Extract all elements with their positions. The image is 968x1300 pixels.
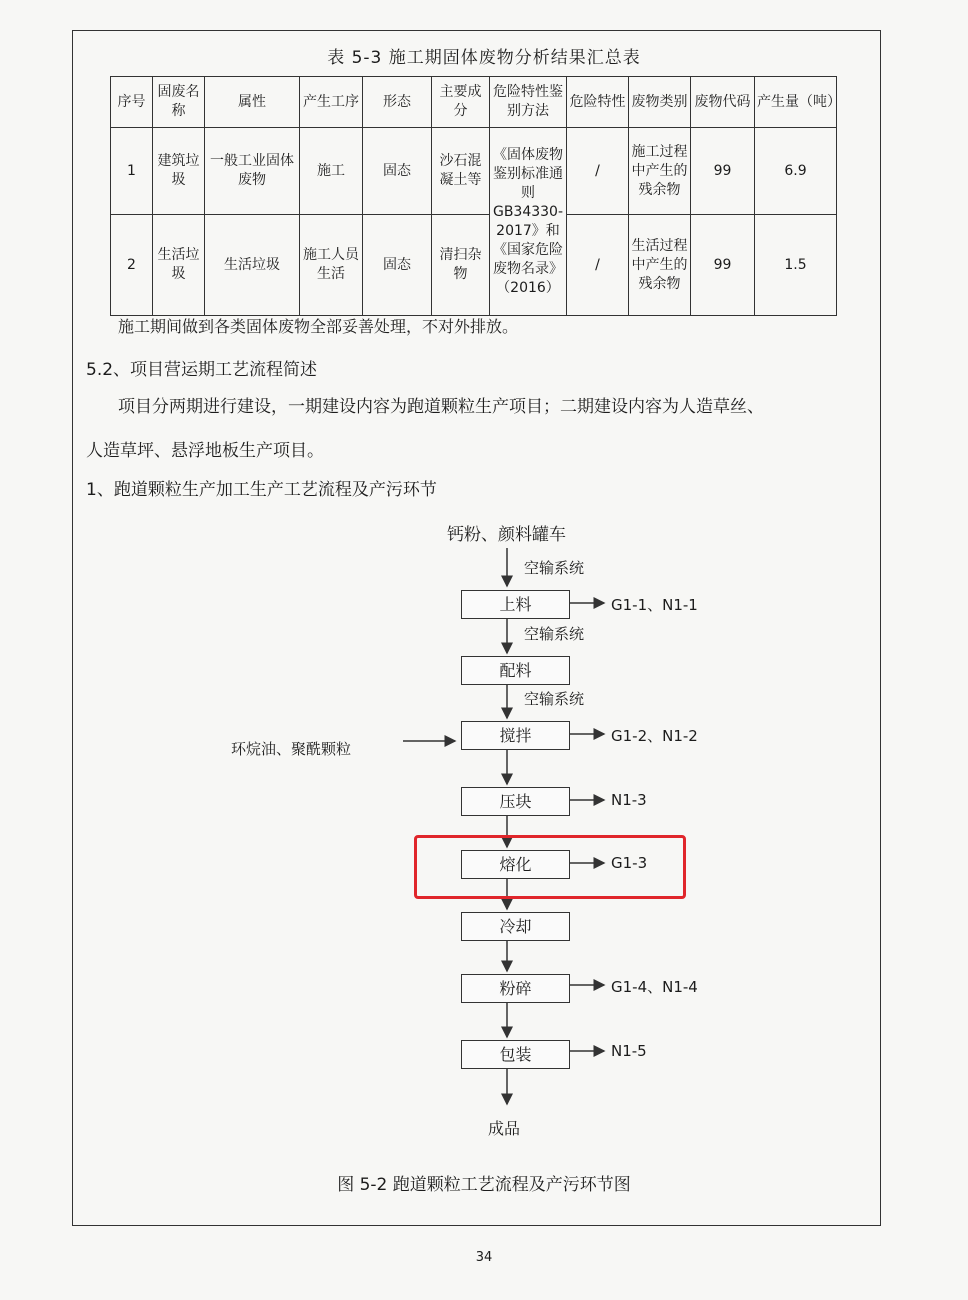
- cell-amount: 1.5: [755, 215, 837, 316]
- step-box-packaging: 包装: [461, 1040, 570, 1069]
- conveyor-label: 空输系统: [524, 559, 585, 577]
- page-number: 34: [475, 1250, 493, 1265]
- emission-label: G1-3: [611, 854, 648, 872]
- cell-name: 建筑垃圾: [153, 128, 205, 215]
- body-paragraph: 项目分两期进行建设，一期建设内容为跑道颗粒生产项目；二期建设内容为人造草丝、: [118, 397, 764, 417]
- cell-name: 生活垃圾: [153, 215, 205, 316]
- emission-label: G1-1、N1-1: [611, 596, 698, 614]
- step-box-crushing: 粉碎: [461, 974, 570, 1003]
- subheading: 1、跑道颗粒生产加工生产工艺流程及产污环节: [86, 480, 437, 500]
- cell-components: 清扫杂物: [432, 215, 490, 316]
- table-caption: 表 5-3 施工期固体废物分析结果汇总表: [327, 48, 641, 68]
- cell-amount: 6.9: [755, 128, 837, 215]
- cell-identification-method: 《固体废物鉴别标准通则GB34330-2017》和《国家危险废物名录》（2016）: [490, 128, 567, 316]
- header-cell: 主要成分: [432, 77, 490, 128]
- step-box-melting: 熔化: [461, 850, 570, 879]
- cell-index: 1: [111, 128, 153, 215]
- cell-category: 施工过程中产生的残余物: [629, 128, 691, 215]
- cell-hazard: /: [567, 215, 629, 316]
- cell-code: 99: [691, 215, 755, 316]
- section-title: 5.2、项目营运期工艺流程简述: [86, 360, 318, 380]
- emission-label: N1-5: [611, 1042, 647, 1060]
- figure-caption: 图 5-2 跑道颗粒工艺流程及产污环节图: [337, 1175, 631, 1195]
- melting-highlight-box: [414, 835, 686, 899]
- cell-hazard: /: [567, 128, 629, 215]
- header-cell: 废物代码: [691, 77, 755, 128]
- cell-form: 固态: [363, 128, 432, 215]
- cell-process: 施工人员生活: [300, 215, 363, 316]
- header-cell: 序号: [111, 77, 153, 128]
- header-cell: 危险特性: [567, 77, 629, 128]
- emission-label: G1-2、N1-2: [611, 727, 698, 745]
- header-cell: 产生量（吨）: [755, 77, 837, 128]
- cell-form: 固态: [363, 215, 432, 316]
- cell-attribute: 一般工业固体废物: [205, 128, 300, 215]
- input-top-label: 钙粉、颜料罐车: [447, 525, 566, 545]
- output-label: 成品: [488, 1119, 521, 1138]
- step-box-stirring: 搅拌: [461, 721, 570, 750]
- cell-index: 2: [111, 215, 153, 316]
- cell-components: 沙石混凝土等: [432, 128, 490, 215]
- input-side-label: 环烷油、聚酰颗粒: [231, 740, 352, 758]
- header-cell: 产生工序: [300, 77, 363, 128]
- emission-label: N1-3: [611, 791, 647, 809]
- header-cell: 属性: [205, 77, 300, 128]
- header-cell: 危险特性鉴别方法: [490, 77, 567, 128]
- conveyor-label: 空输系统: [524, 625, 585, 643]
- body-paragraph: 人造草坪、悬浮地板生产项目。: [86, 441, 324, 461]
- conveyor-label: 空输系统: [524, 690, 585, 708]
- header-cell: 形态: [363, 77, 432, 128]
- emission-label: G1-4、N1-4: [611, 978, 698, 996]
- header-cell: 废物类别: [629, 77, 691, 128]
- step-box-batching: 配料: [461, 656, 570, 685]
- step-box-pressing: 压块: [461, 787, 570, 816]
- cell-category: 生活过程中产生的残余物: [629, 215, 691, 316]
- table-note: 施工期间做到各类固体废物全部妥善处理，不对外排放。: [118, 317, 519, 336]
- cell-attribute: 生活垃圾: [205, 215, 300, 316]
- cell-code: 99: [691, 128, 755, 215]
- step-box-feeding: 上料: [461, 590, 570, 619]
- step-box-cooling: 冷却: [461, 912, 570, 941]
- header-cell: 固废名称: [153, 77, 205, 128]
- cell-process: 施工: [300, 128, 363, 215]
